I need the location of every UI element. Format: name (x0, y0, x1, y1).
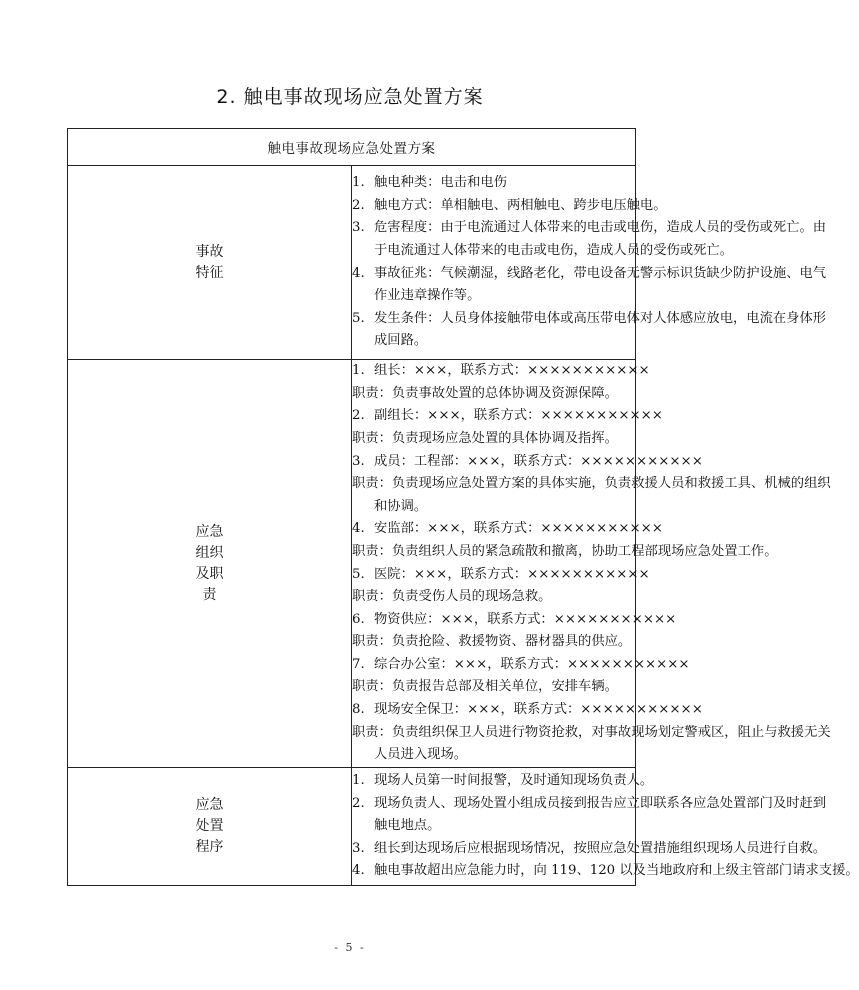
section-label-organization (68, 360, 352, 768)
item-text: 人员进入现场。 (374, 747, 468, 763)
procedure-line (352, 793, 827, 816)
organization-line (352, 722, 831, 745)
features-label: 事故特征 (195, 243, 224, 281)
organization-line (352, 496, 635, 519)
item-text: 职责：负责组织人员的紧急疏散和撤离，协助工程部现场应急处置工作。 (352, 543, 778, 559)
organization-line (352, 654, 690, 677)
item-number: 3. (352, 840, 365, 856)
item-number: 3. (352, 453, 365, 469)
item-text: 职责：负责报告总部及相关单位，安排车辆。 (352, 679, 618, 695)
emergency-plan-table (67, 128, 859, 886)
item-number: 2. (352, 408, 365, 424)
item-text: 事故征兆：气候潮湿，线路老化，带电设备无警示标识货缺少防护设施、电气 (374, 265, 827, 281)
features-line (352, 263, 827, 286)
procedure-content (352, 768, 859, 886)
item-number: 4. (352, 863, 365, 879)
item-number: 6. (352, 611, 365, 627)
organization-label: 应急组织及职责 (195, 523, 224, 603)
organization-line (352, 699, 703, 722)
item-number: 2. (352, 795, 365, 811)
item-number: 5. (352, 566, 365, 582)
item-number: 3. (352, 220, 365, 236)
item-text: 职责：负责组织保卫人员进行物资抢救，对事故现场划定警戒区，阻止与救援无关 (352, 724, 831, 740)
organization-line (352, 586, 635, 609)
item-number: 5. (352, 310, 365, 326)
features-line (352, 308, 827, 331)
item-number: 7. (352, 656, 365, 672)
item-number: 1. (352, 175, 365, 191)
item-text: 成员：工程部：×××，联系方式：××××××××××× (374, 453, 703, 469)
item-number: 2. (352, 197, 365, 213)
features-line (352, 217, 827, 240)
item-text: 于电流通过人体带来的电击或电伤，造成人员的受伤或死亡。 (374, 242, 734, 258)
organization-line (352, 609, 677, 632)
item-text: 触电事故超出应急能力时，向 119、120 以及当地政府和上级主管部门请求支援。 (374, 863, 859, 879)
features-content (352, 166, 827, 360)
item-text: 触电地点。 (374, 818, 441, 834)
organization-content (352, 360, 831, 768)
features-line (352, 330, 635, 353)
organization-line (352, 744, 635, 767)
features-line (352, 285, 635, 308)
item-text: 组长到达现场后应根据现场情况，按照应急处置措施组织现场人员进行自救。 (374, 840, 827, 856)
page-title: 2. 触电事故现场应急处置方案 (216, 86, 484, 108)
item-text: 职责：负责现场应急处置方案的具体实施，负责救援人员和救援工具、机械的组织 (352, 476, 831, 492)
organization-line (352, 541, 778, 564)
section-label-features (68, 166, 352, 360)
organization-line (352, 518, 663, 541)
features-line (352, 172, 635, 195)
organization-line (352, 564, 650, 587)
organization-line (352, 473, 831, 496)
section-row-procedure (68, 768, 636, 886)
item-number: 4. (352, 521, 365, 537)
item-text: 现场负责人、现场处置小组成员接到报告应立即联系各应急处置部门及时赶到 (374, 795, 827, 811)
table-header-row (68, 129, 636, 166)
item-text: 副组长：×××，联系方式：××××××××××× (374, 408, 663, 424)
item-text: 现场人员第一时间报警，及时通知现场负责人。 (374, 773, 654, 789)
item-text: 发生条件：人员身体接触带电体或高压带电体对人体感应放电，电流在身体形 (374, 310, 827, 326)
features-line (352, 195, 667, 218)
organization-line (352, 451, 703, 474)
item-text: 和协调。 (374, 498, 428, 514)
procedure-label: 应急处置程序 (195, 797, 224, 855)
item-text: 医院：×××，联系方式：××××××××××× (374, 566, 650, 582)
page-number: - 5 - (334, 941, 366, 954)
item-text: 综合办公室：×××，联系方式：××××××××××× (374, 656, 690, 672)
section-row-organization (68, 360, 636, 768)
item-text: 触电方式：单相触电、两相触电、跨步电压触电。 (374, 197, 667, 213)
item-text: 组长：×××，联系方式：××××××××××× (374, 363, 650, 379)
section-label-procedure (68, 768, 352, 886)
table-header: 触电事故现场应急处置方案 (68, 129, 636, 166)
features-line (352, 240, 734, 263)
section-row-features (68, 166, 636, 360)
organization-line (352, 383, 635, 406)
item-text: 现场安全保卫：×××，联系方式：××××××××××× (374, 702, 703, 718)
organization-line (352, 676, 635, 699)
item-text: 触电种类：电击和电伤 (374, 175, 507, 191)
item-text: 危害程度：由于电流通过人体带来的电击或电伤，造成人员的受伤或死亡。由 (374, 220, 827, 236)
organization-line (352, 360, 650, 383)
item-number: 1. (352, 363, 365, 379)
item-number: 8. (352, 702, 365, 718)
procedure-line (352, 770, 654, 793)
item-text: 职责：负责受伤人员的现场急救。 (352, 589, 552, 605)
procedure-line (352, 860, 859, 883)
item-text: 职责：负责现场应急处置的具体协调及指挥。 (352, 430, 618, 446)
item-text: 安监部：×××，联系方式：××××××××××× (374, 521, 663, 537)
item-number: 1. (352, 773, 365, 789)
item-text: 成回路。 (374, 333, 428, 349)
item-text: 职责：负责事故处置的总体协调及资源保障。 (352, 385, 618, 401)
organization-line (352, 631, 635, 654)
item-text: 作业违章操作等。 (374, 288, 481, 304)
item-text: 物资供应：×××，联系方式：××××××××××× (374, 611, 677, 627)
organization-line (352, 405, 663, 428)
item-number: 4. (352, 265, 365, 281)
item-text: 职责：负责抢险、救援物资、器材器具的供应。 (352, 634, 632, 650)
procedure-line (352, 838, 827, 861)
procedure-line (352, 815, 635, 838)
organization-line (352, 428, 635, 451)
